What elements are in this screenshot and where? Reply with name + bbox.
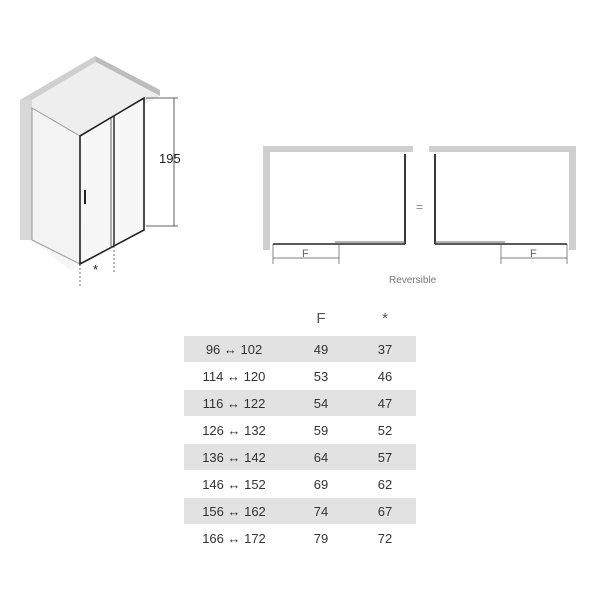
cell-star: 67 (354, 498, 416, 525)
table-row (184, 336, 416, 363)
header-range (184, 300, 288, 336)
cell-range: 116 ↔ 122 (184, 390, 288, 417)
left-wall (20, 100, 32, 240)
table-header-row (184, 300, 416, 336)
reversible-label: Reversible (389, 275, 437, 286)
cell-F: 59 (288, 417, 354, 444)
cell-F: 54 (288, 390, 354, 417)
header-F: F (316, 309, 326, 327)
height-label: 195 (159, 151, 181, 166)
table-row (184, 417, 416, 444)
table-row (184, 498, 416, 525)
cell-star: 46 (354, 363, 416, 390)
plan-left (263, 146, 413, 264)
plan-right-F-label: F (530, 248, 537, 260)
cell-F: 64 (288, 444, 354, 471)
table-row (184, 363, 416, 390)
equals-sign: = (416, 200, 424, 214)
cell-F: 49 (288, 336, 354, 363)
cell-range: 136 ↔ 142 (184, 444, 288, 471)
star-label: * (93, 262, 99, 277)
shower-enclosure-iso-drawing (10, 50, 190, 290)
table-row (184, 525, 416, 552)
cell-range: 166 ↔ 172 (184, 525, 288, 552)
cell-range: 146 ↔ 152 (184, 471, 288, 498)
cell-star: 57 (354, 444, 416, 471)
plan-right (429, 146, 576, 264)
cell-star: 62 (354, 471, 416, 498)
plan-left-F-label: F (302, 248, 309, 260)
cell-range: 126 ↔ 132 (184, 417, 288, 444)
cell-star: 37 (354, 336, 416, 363)
header-star: * (382, 309, 388, 327)
cell-range: 114 ↔ 120 (184, 363, 288, 390)
table-row (184, 444, 416, 471)
table-row (184, 390, 416, 417)
table-row (184, 471, 416, 498)
cell-F: 74 (288, 498, 354, 525)
door-handle-icon (84, 190, 86, 204)
cell-star: 47 (354, 390, 416, 417)
dimensions-table (184, 300, 416, 552)
cell-range: 96 ↔ 102 (184, 336, 288, 363)
side-panel-glass (32, 108, 80, 264)
cell-star: 52 (354, 417, 416, 444)
cell-star: 72 (354, 525, 416, 552)
cell-F: 79 (288, 525, 354, 552)
cell-F: 53 (288, 363, 354, 390)
cell-range: 156 ↔ 162 (184, 498, 288, 525)
cell-F: 69 (288, 471, 354, 498)
